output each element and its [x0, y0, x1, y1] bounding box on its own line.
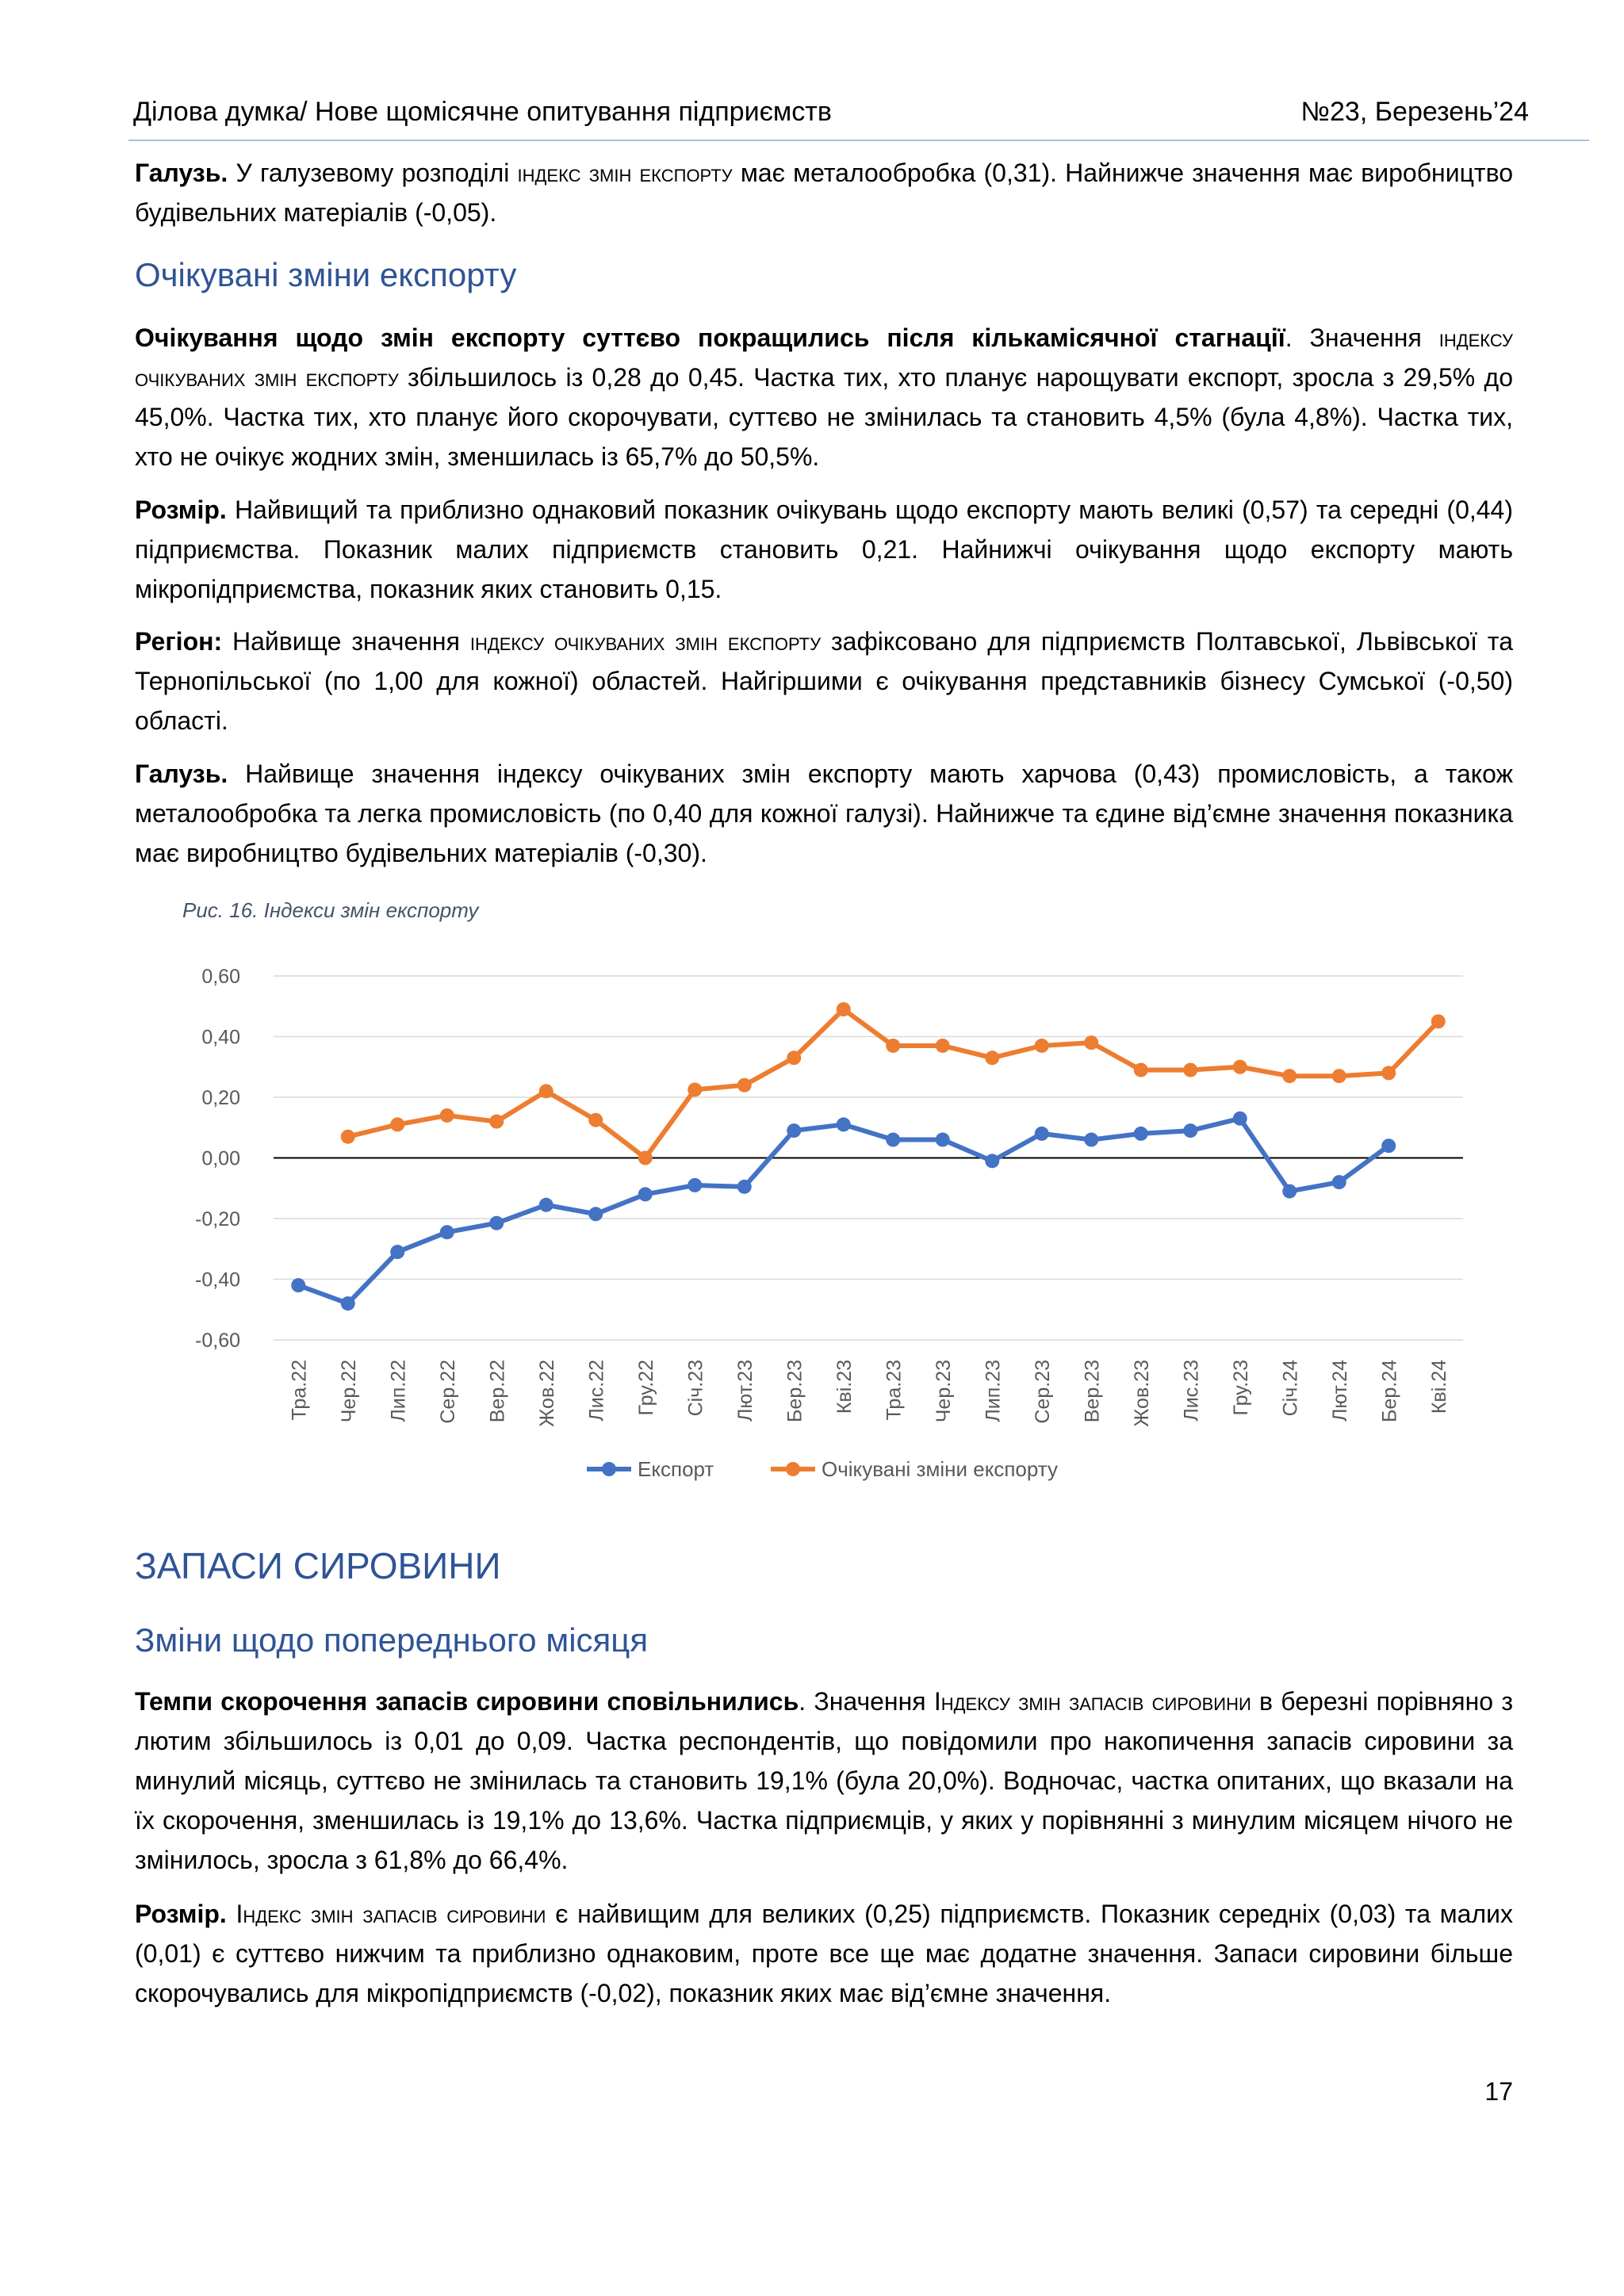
y-tick-label: -0,40: [195, 1269, 240, 1292]
data-point: [1035, 1127, 1049, 1141]
x-tick-label: Сер.23: [1031, 1360, 1054, 1424]
data-point: [985, 1154, 999, 1168]
data-point: [390, 1245, 404, 1259]
x-tick-label: Гру.23: [1229, 1360, 1252, 1416]
data-point: [539, 1084, 553, 1098]
figure-caption: Рис. 16. Індекси змін експорту: [182, 898, 479, 922]
x-tick-label: Кві.24: [1427, 1360, 1450, 1414]
index-term: індексу очікуваних змін експорту: [135, 323, 1514, 392]
y-tick-label: 0,40: [201, 1026, 240, 1049]
paragraph-region: [135, 622, 1513, 740]
text: має металообробка (0,31). Найнижче значення має виробництво будівельних матеріалів (-0,05).: [135, 159, 1513, 227]
x-tick-label: Чер.22: [337, 1360, 360, 1423]
x-tick-label: Лип.23: [982, 1360, 1005, 1422]
y-tick-label: -0,60: [195, 1330, 240, 1352]
data-point: [291, 1278, 305, 1292]
text: збільшилось із 0,28 до 0,45. Частка тих, хто планує нарощувати експорт, зросла з 29,5% до 45,0%. Частка тих, хто планує його скорочувати, суттєво не змінилась та становить 4,5% (була 4,8%). Частка тих, хто не очікує жодних змін, зменшилась із 65,7% до 50,5%.: [135, 363, 1514, 471]
x-tick-label: Бер.24: [1378, 1360, 1401, 1422]
y-tick-label: 0,20: [201, 1087, 240, 1109]
paragraph-lead: Очікування щодо змін експорту суттєво покращились після кількамісячної стагнації: [135, 323, 1285, 352]
paragraph-size: [135, 490, 1513, 609]
data-point: [1381, 1066, 1396, 1080]
data-point: [1282, 1069, 1297, 1083]
data-point: [341, 1296, 355, 1311]
legend-label: Очікувані зміни експорту: [822, 1457, 1058, 1481]
data-point: [737, 1078, 752, 1093]
text: . Значення: [799, 1687, 934, 1716]
section-heading-raw-stocks: ЗАПАСИ СИРОВИНИ: [135, 1545, 501, 1586]
data-point: [341, 1130, 355, 1144]
index-term: Індекс змін запасів сировини: [236, 1900, 546, 1928]
y-tick-label: -0,20: [195, 1208, 240, 1230]
data-point: [688, 1082, 702, 1096]
index-term: індекс змін експорту: [517, 159, 733, 187]
data-point: [1035, 1039, 1049, 1053]
paragraph-lead: Галузь.: [135, 760, 228, 788]
paragraph-stocks-summary: [135, 1682, 1513, 1880]
data-point: [837, 1002, 851, 1016]
data-point: [638, 1187, 653, 1201]
data-point: [936, 1039, 950, 1053]
x-tick-label: Лис.23: [1180, 1360, 1203, 1422]
text: . Значення: [1285, 323, 1439, 352]
paragraph-lead: Розмір.: [135, 1900, 227, 1928]
data-point: [588, 1207, 603, 1221]
data-point: [390, 1117, 404, 1131]
data-point: [1084, 1133, 1098, 1147]
x-tick-label: Бер.23: [783, 1360, 806, 1422]
x-tick-label: Кві.23: [833, 1360, 856, 1414]
x-tick-label: Січ.23: [684, 1360, 707, 1417]
chart-series: [291, 1002, 1446, 1311]
x-tick-label: Гру.22: [634, 1360, 657, 1416]
data-point: [787, 1123, 801, 1138]
data-point: [837, 1117, 851, 1131]
data-point: [1134, 1127, 1148, 1141]
y-axis-ticks: [195, 966, 240, 1352]
data-point: [1233, 1060, 1247, 1074]
page-header: [133, 97, 1529, 128]
text: У галузевому розподілі: [228, 159, 518, 187]
text: зафіксовано для підприємств Полтавської, Львівської та Тернопільської (по 1,00 для кожної) областей. Найгіршими є очікування представників бізнесу Сумської (-0,50) області.: [135, 627, 1514, 735]
text: Найвище значення індексу очікуваних змін експорту мають харчова (0,43) промисловість, а також металообробка та легка промисловість (по 0,40 для кожної галузі). Найнижче та єдине від’ємне значення показника має виробництво будівельних матеріалів (-0,30).: [135, 760, 1513, 867]
data-point: [1332, 1069, 1346, 1083]
data-point: [1183, 1063, 1197, 1077]
x-tick-label: Сер.22: [436, 1360, 459, 1424]
paragraph-lead: Регіон:: [135, 627, 223, 656]
data-point: [489, 1115, 504, 1129]
data-point: [489, 1216, 504, 1230]
text: в березні порівняно з лютим збільшилось із 0,01 до 0,09. Частка респондентів, що повідомили про накопичення запасів сировини за минулий місяць, суттєво не змінилась та становить 19,1% (була 20,0%). Водночас, частка опитаних, що вказали на їх скорочення, зменшилась із 19,1% до 13,6%. Частка підприємців, у яких у порівнянні з минулим місяцем нічого не змінилось, зросла з 61,8% до 66,4%.: [135, 1687, 1514, 1874]
header-title: Ділова думка/ Нове щомісячне опитування підприємств: [133, 97, 832, 127]
x-tick-label: Лют.24: [1328, 1360, 1351, 1422]
data-point: [638, 1151, 653, 1165]
x-tick-label: Лип.22: [387, 1360, 410, 1422]
data-point: [985, 1050, 999, 1065]
page-number: 17: [1484, 2077, 1513, 2106]
data-point: [886, 1039, 900, 1053]
y-tick-label: 0,60: [201, 966, 240, 988]
data-point: [886, 1133, 900, 1147]
x-tick-label: Вер.22: [486, 1360, 509, 1423]
data-point: [588, 1113, 603, 1127]
export-index-chart: [159, 947, 1475, 1502]
data-point: [688, 1178, 702, 1192]
data-point: [1084, 1035, 1098, 1050]
data-point: [440, 1108, 454, 1123]
x-tick-label: Тра.22: [288, 1360, 311, 1421]
chart-legend: [587, 1457, 1058, 1481]
data-point: [440, 1225, 454, 1239]
data-point: [936, 1133, 950, 1147]
text: є найвищим для великих (0,25) підприємств. Показник середніх (0,03) та малих (0,01) є суттєво нижчим та приблизно однаковим, проте все ще має додатне значення. Запаси сировини більше скорочувались для мікропідприємств (-0,02), показник яких має від’ємне значення.: [135, 1900, 1513, 2007]
x-tick-label: Лис.22: [585, 1360, 608, 1422]
text: [227, 1900, 236, 1928]
paragraph-industry-expectations: [135, 754, 1513, 873]
x-tick-label: Чер.23: [932, 1360, 955, 1423]
data-point: [1332, 1175, 1346, 1189]
legend-marker: [786, 1462, 800, 1476]
x-tick-label: Вер.23: [1081, 1360, 1104, 1423]
x-tick-label: Жов.23: [1130, 1360, 1153, 1427]
chart-gridlines: [274, 976, 1463, 1340]
paragraph-industry-export: [135, 153, 1513, 232]
data-point: [1431, 1014, 1446, 1028]
legend-marker: [602, 1462, 616, 1476]
data-point: [1233, 1112, 1247, 1126]
index-term: індексу очікуваних змін експорту: [469, 627, 822, 656]
header-divider: [128, 140, 1589, 141]
series-line-1: [298, 1119, 1388, 1303]
x-axis-ticks: [288, 1360, 1450, 1427]
data-point: [1282, 1184, 1297, 1199]
y-tick-label: 0,00: [201, 1147, 240, 1170]
paragraph-expectations-summary: [135, 318, 1513, 476]
paragraph-lead: Темпи скорочення запасів сировини сповільнились: [135, 1687, 799, 1716]
paragraph-lead: Галузь.: [135, 159, 228, 187]
header-issue: №23, Березень’24: [1300, 97, 1529, 127]
paragraph-lead: Розмір.: [135, 496, 227, 524]
x-tick-label: Тра.23: [883, 1360, 906, 1421]
text: Найвище значення: [222, 627, 470, 656]
x-tick-label: Жов.22: [535, 1360, 558, 1427]
section-heading-month-change: Зміни щодо попереднього місяця: [135, 1621, 649, 1659]
x-tick-label: Лют.23: [733, 1360, 756, 1422]
text: Найвищий та приблизно однаковий показник очікувань щодо експорту мають великі (0,57) та середні (0,44) підприємства. Показник малих підприємств становить 0,21. Найнижчі очікування щодо експорту мають мікропідприємства, показник яких становить 0,15.: [135, 496, 1513, 603]
data-point: [787, 1050, 801, 1065]
data-point: [539, 1198, 553, 1212]
data-point: [1134, 1063, 1148, 1077]
data-point: [1183, 1123, 1197, 1138]
data-point: [737, 1180, 752, 1194]
index-term: Індексу змін запасів сировини: [933, 1687, 1251, 1716]
x-tick-label: Січ.24: [1279, 1360, 1302, 1417]
legend-label: Експорт: [638, 1457, 714, 1481]
section-heading-expected-export: Очікувані зміни експорту: [135, 256, 517, 293]
paragraph-stocks-size: [135, 1894, 1513, 2013]
data-point: [1381, 1138, 1396, 1153]
